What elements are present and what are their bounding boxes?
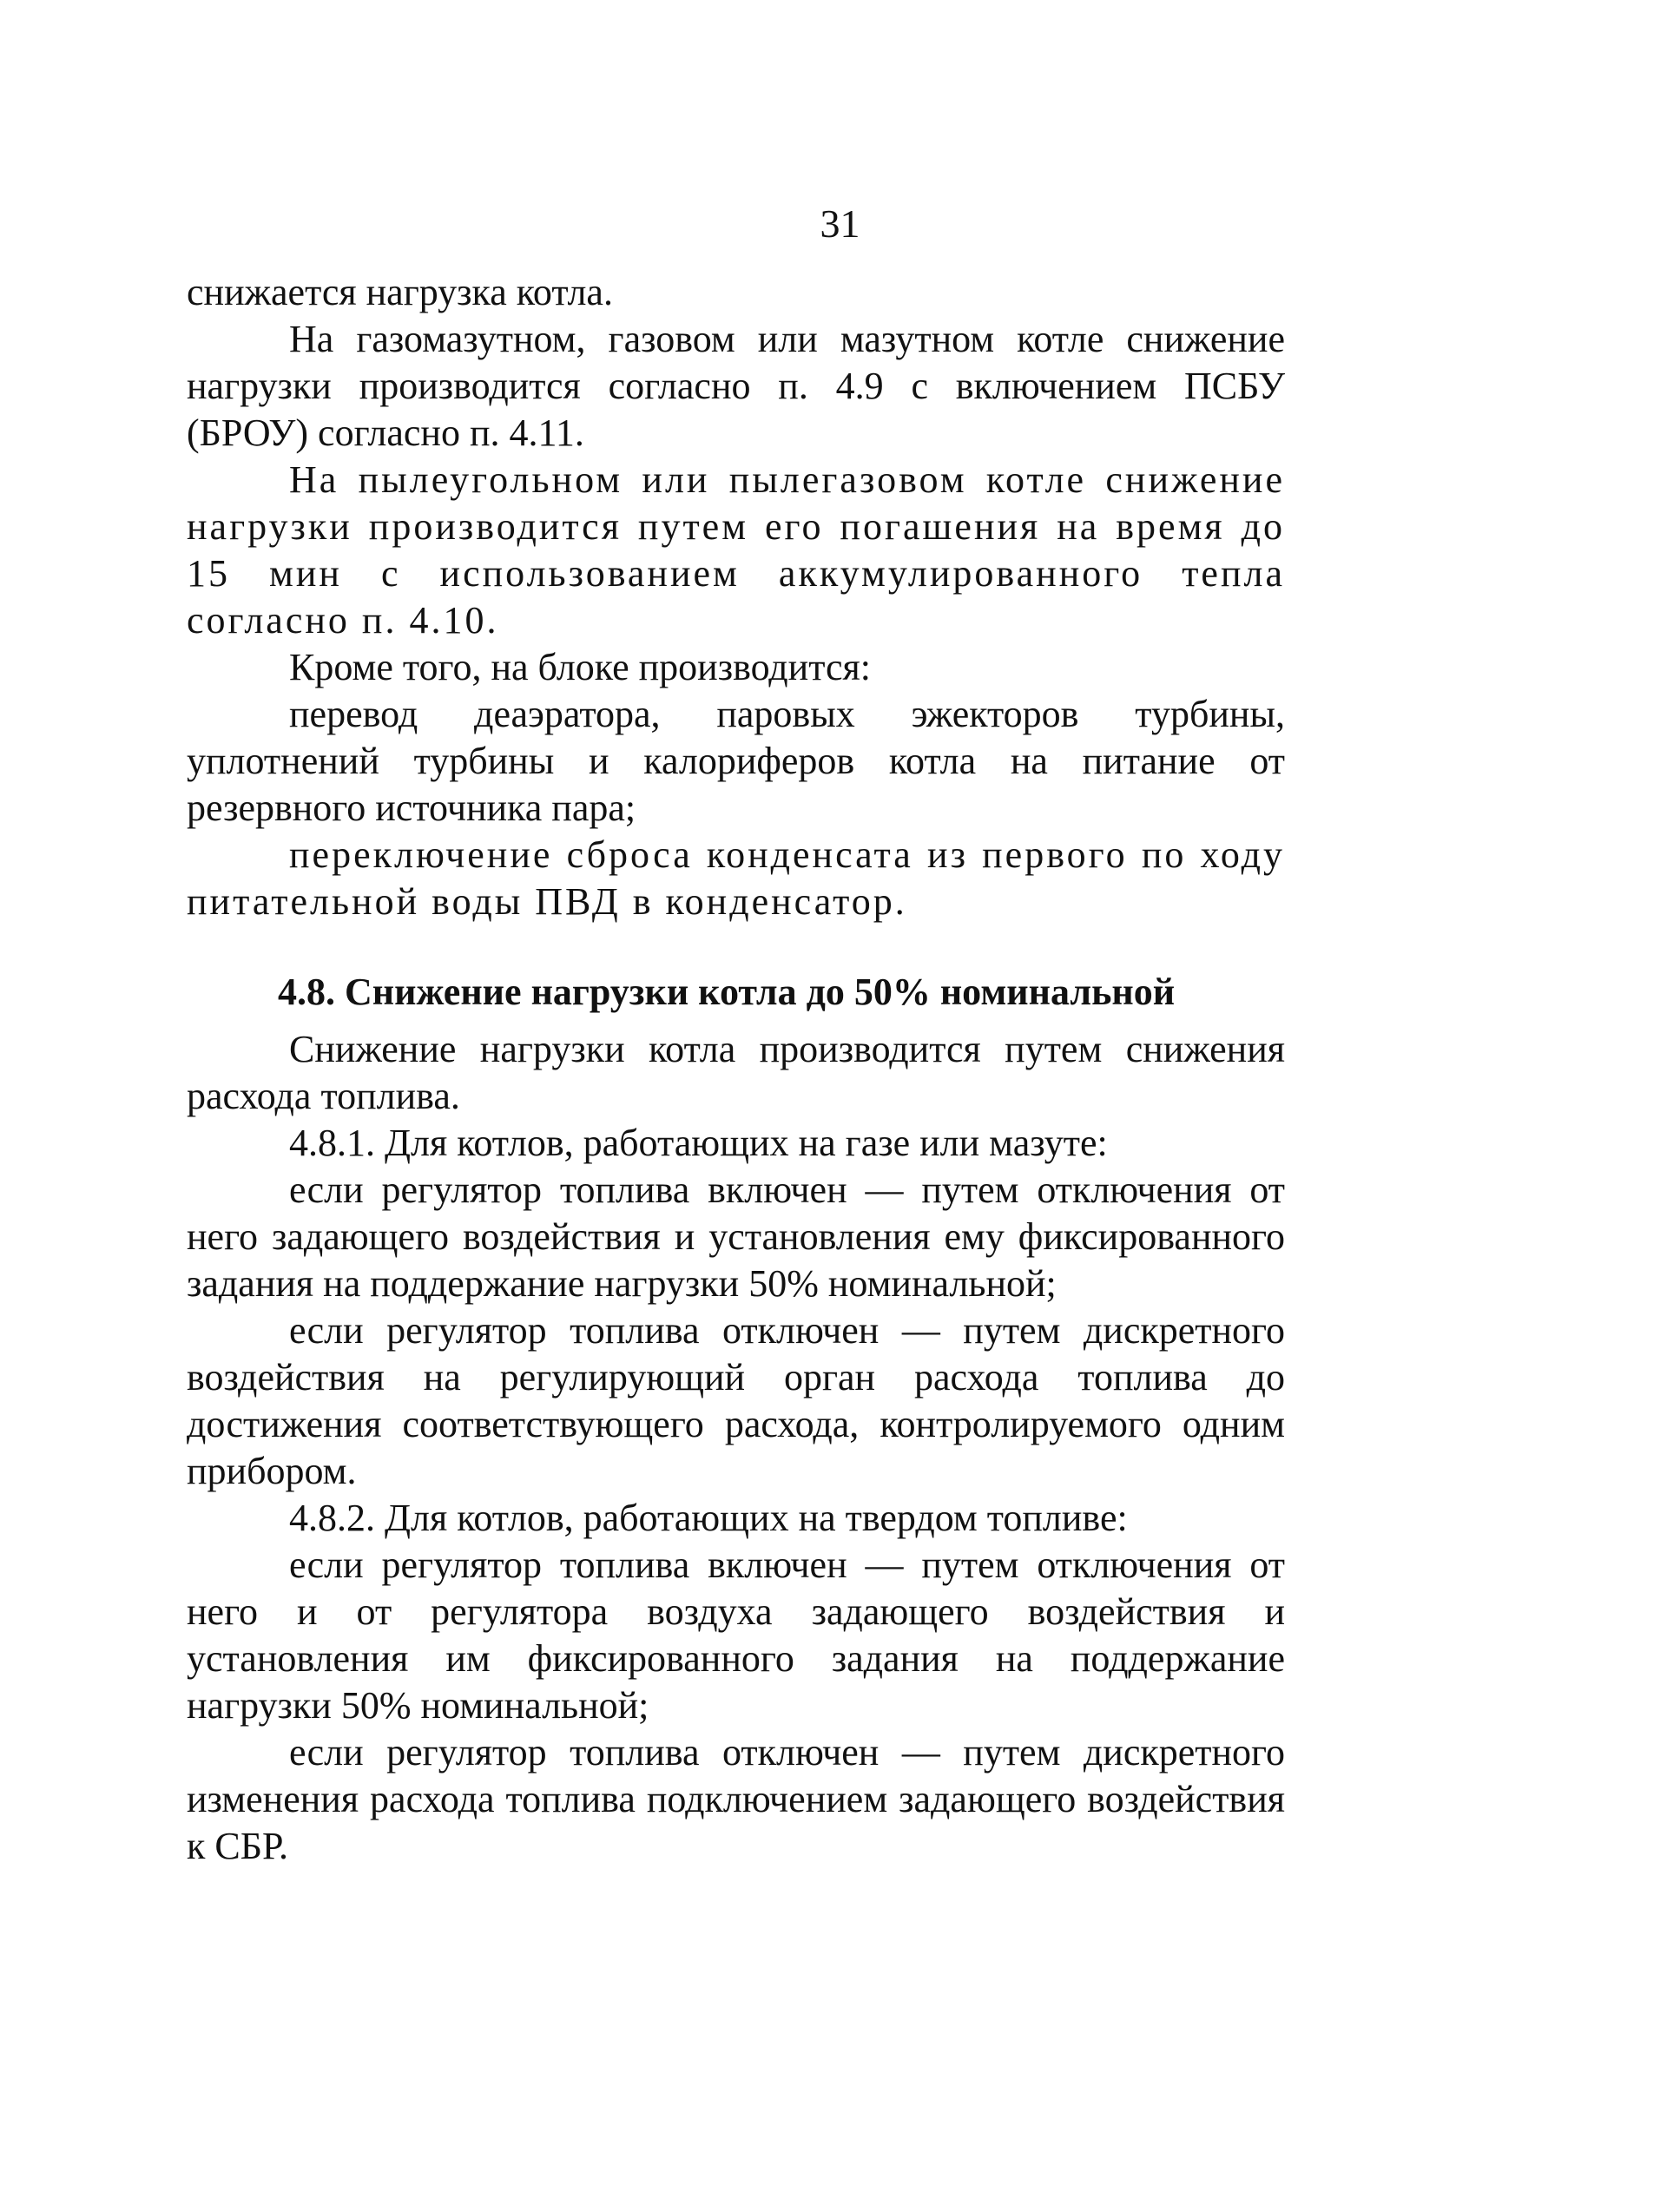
paragraph-section-intro: Снижение нагрузки котла производится путем снижения расхода топлива. — [187, 1028, 1285, 1117]
paragraph-continuation: снижается нагрузка котла. — [187, 271, 613, 313]
paragraph-deaerator-transfer: перевод деаэратора, паровых эжекторов турбины, уплотнений турбины и калориферов котла на питание от резервного источника пара; — [187, 693, 1285, 829]
document-body — [187, 269, 1285, 1870]
paragraph-block-actions-intro: Кроме того, на блоке производится: — [289, 646, 871, 688]
paragraph-481-regulator-off: если регулятор топлива отключен — путем дискретного воздействия на регулирующий орган расхода топлива до достижения соответствующего расхода, контролируемого одним прибором. — [187, 1309, 1285, 1492]
paragraph-481-title: 4.8.1. Для котлов, работающих на газе или мазуте: — [289, 1122, 1108, 1164]
paragraph-gas-oil-boiler: На газомазутном, газовом или мазутном котле снижение нагрузки производится согласно п. 4.9 с включением ПСБУ (БРОУ) согласно п. 4.11. — [187, 318, 1285, 454]
paragraph-482-regulator-on: если регулятор топлива включен — путем отключения от него и от регулятора воздуха задающего воздействия и установления им фиксированного задания на поддержание нагрузки 50% номинальной; — [187, 1543, 1285, 1727]
paragraph-coal-boiler: На пылеугольном или пылегазовом котле снижение нагрузки производится путем его погашения на время до 15 мин с использованием аккумулированного тепла согласно п. 4.10. — [187, 458, 1285, 642]
paragraph-condensate-switch: переключение сброса конденсата из первого по ходу питательной воды ПВД в конденсатор. — [187, 833, 1285, 923]
paragraph-482-title: 4.8.2. Для котлов, работающих на твердом топливе: — [289, 1497, 1128, 1539]
section-heading: 4.8. Снижение нагрузки котла до 50% номинальной — [278, 971, 1176, 1013]
page-number: 31 — [820, 201, 860, 246]
paragraph-482-regulator-off: если регулятор топлива отключен — путем дискретного изменения расхода топлива подключением задающего воздействия к СБР. — [187, 1731, 1285, 1867]
paragraph-481-regulator-on: если регулятор топлива включен — путем отключения от него задающего воздействия и установления ему фиксированного задания на поддержание нагрузки 50% номинальной; — [187, 1168, 1285, 1305]
